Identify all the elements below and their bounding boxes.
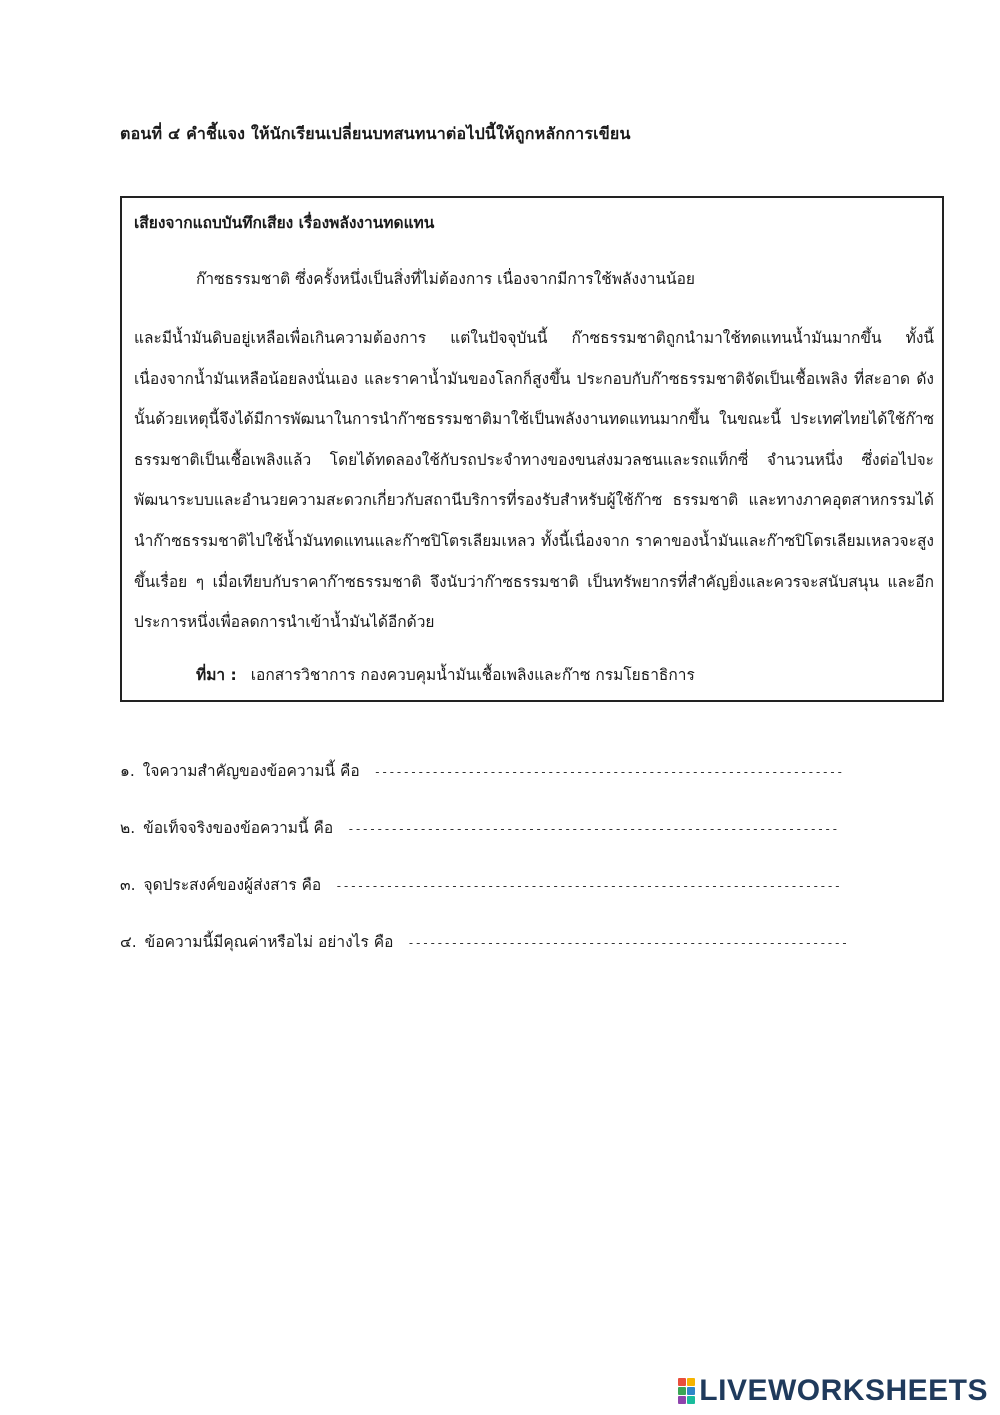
source-text: เอกสารวิชาการ กองควบคุมน้ำมันเชื้อเพลิงและก๊าซ กรมโยธาธิการ xyxy=(250,666,695,684)
question-text: จุดประสงค์ของผู้ส่งสาร คือ xyxy=(143,876,322,894)
passage-first-line: ก๊าซธรรมชาติ ซึ่งครั้งหนึ่งเป็นสิ่งที่ไม่ต้องการ เนื่องจากมีการใช้พลังงานน้อย xyxy=(196,270,695,288)
liveworksheets-brand xyxy=(678,1374,988,1408)
passage-source xyxy=(196,662,695,687)
question-number: ๒. xyxy=(120,819,136,837)
question-text: ข้อความนี้มีคุณค่าหรือไม่ อย่างไร คือ xyxy=(144,933,394,951)
question-2 xyxy=(120,815,837,840)
instruction-heading: ตอนที่ ๔ คำชี้แจง ให้นักเรียนเปลี่ยนบทสนทนาต่อไปนี้ให้ถูกหลักการเขียน xyxy=(120,124,631,143)
question-4 xyxy=(120,929,847,954)
question-number: ๑. xyxy=(120,762,135,780)
passage-body: และมีน้ำมันดิบอยู่เหลือเพื่อเกินความต้องการ แต่ในปัจจุบันนี้ ก๊าซธรรมชาติถูกนำมาใช้ทดแทนน้ำมันมากขึ้น ทั้งนี้เนื่องจากน้ำมันเหลือน้อยลงนั่นเอง และราคาน้ำมันของโลกก็สูงขึ้น ประกอบกับก๊าซธรรมชาติจัดเป็นเชื้อเพลิง ที่สะอาด ดังนั้นด้วยเหตุนี้จึงได้มีการพัฒนาในการนำก๊าซธรรมชาติมาใช้เป็นพลังงานทดแทนมากขึ้น ในขณะนี้ ประเทศไทยได้ใช้ก๊าซธรรมชาติเป็นเชื้อเพลิงแล้ว โดยได้ทดลองใช้กับรถประจำทางของขนส่งมวลชนและรถแท็กซี่ จำนวนหนึ่ง ซึ่งต่อไปจะพัฒนาระบบและอำนวยความสะดวกเกี่ยวกับสถานีบริการที่รองรับสำหรับผู้ใช้ก๊าซ ธรรมชาติ และทางภาคอุตสาหกรรมได้นำก๊าซธรรมชาติไปใช้น้ำมันทดแทนและก๊าซปิโตรเลียมเหลว ทั้งนี้เนื่องจาก ราคาของน้ำมันและก๊าซปิโตรเลียมเหลวจะสูงขึ้นเรื่อย ๆ เมื่อเทียบกับราคาก๊าซธรรมชาติ จึงนับว่าก๊าซธรรมชาติ เป็นทรัพยากรที่สำคัญยิ่งและควรจะสนับสนุน และอีกประการหนึ่งเพื่อลดการนำเข้าน้ำมันได้อีกด้วย xyxy=(134,329,934,632)
answer-field-3[interactable] xyxy=(335,879,840,893)
question-3 xyxy=(120,872,840,897)
answer-field-2[interactable] xyxy=(347,822,837,836)
question-text: ใจความสำคัญของข้อความนี้ คือ xyxy=(142,762,360,780)
question-number: ๓. xyxy=(120,876,136,894)
liveworksheets-logo-icon xyxy=(678,1378,695,1404)
passage-title: เสียงจากแถบบันทึกเสียง เรื่องพลังงานทดแทน xyxy=(134,214,435,232)
answer-field-1[interactable] xyxy=(374,765,844,779)
question-1 xyxy=(120,758,844,783)
answer-field-4[interactable] xyxy=(407,936,847,950)
question-number: ๔. xyxy=(120,933,137,951)
brand-name: LIVEWORKSHEETS xyxy=(699,1374,988,1407)
passage-box xyxy=(120,196,944,702)
source-label: ที่มา : xyxy=(196,666,237,684)
question-text: ข้อเท็จจริงของข้อความนี้ คือ xyxy=(143,819,334,837)
